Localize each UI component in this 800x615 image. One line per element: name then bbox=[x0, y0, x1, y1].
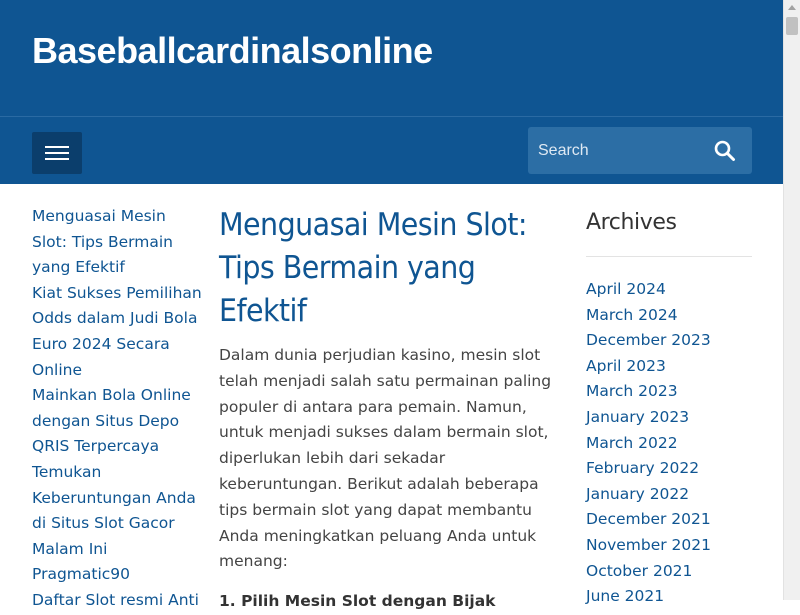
menu-toggle-button[interactable] bbox=[32, 132, 82, 174]
archive-link[interactable]: April 2024 bbox=[586, 280, 666, 298]
archive-link[interactable]: April 2023 bbox=[586, 356, 666, 375]
archive-link[interactable]: December 2021 bbox=[586, 510, 711, 529]
scroll-up-arrow-icon[interactable] bbox=[788, 5, 796, 10]
archive-link[interactable]: March 2023 bbox=[586, 382, 678, 401]
hamburger-icon bbox=[45, 146, 69, 148]
vertical-scrollbar[interactable] bbox=[783, 0, 800, 600]
archive-link[interactable]: January 2023 bbox=[586, 407, 690, 426]
post-subheading: 1. Pilih Mesin Slot dengan Bijak bbox=[219, 592, 496, 611]
archive-link[interactable]: October 2021 bbox=[586, 561, 693, 580]
archive-link[interactable]: December 2023 bbox=[586, 331, 711, 350]
archive-link[interactable]: March 2024 bbox=[586, 305, 678, 324]
scrollbar-thumb[interactable] bbox=[786, 17, 798, 35]
nav-bar bbox=[0, 116, 783, 184]
recent-post-link[interactable]: Temukan Keberuntungan Anda di Situs Slot Gacor Malam Ini Pragmatic90 bbox=[32, 462, 196, 584]
search-input[interactable] bbox=[528, 127, 708, 174]
article bbox=[219, 204, 569, 615]
archive-link[interactable]: February 2022 bbox=[586, 459, 700, 478]
archive-link[interactable]: June 2021 bbox=[586, 587, 665, 606]
site-header bbox=[0, 0, 783, 116]
recent-post-link[interactable]: Menguasai Mesin Slot: Tips Bermain yang Efektif bbox=[32, 207, 173, 277]
divider bbox=[586, 256, 752, 257]
post-body bbox=[219, 343, 569, 615]
archive-link[interactable]: March 2022 bbox=[586, 433, 678, 452]
recent-post-link[interactable]: Kiat Sukses Pemilihan Odds dalam Judi Bola Euro 2024 Secara Online bbox=[32, 283, 202, 379]
hamburger-icon bbox=[45, 158, 69, 160]
recent-post-link[interactable]: Mainkan Bola Online dengan Situs Depo QRIS Terpercaya bbox=[32, 386, 191, 456]
archives-list bbox=[586, 277, 752, 610]
archives-widget bbox=[586, 204, 752, 610]
hamburger-icon bbox=[45, 152, 69, 154]
search-box bbox=[528, 127, 752, 174]
search-button[interactable] bbox=[712, 138, 738, 164]
recent-post-link[interactable]: Daftar Slot resmi Anti bbox=[32, 590, 199, 609]
archives-title: Archives bbox=[586, 210, 677, 235]
archive-link[interactable]: January 2022 bbox=[586, 484, 690, 503]
site-title[interactable]: Baseballcardinalsonline bbox=[32, 30, 433, 71]
post-paragraph: Dalam dunia perjudian kasino, mesin slot telah menjadi salah satu permainan paling populer di antara para pemain. Namun, untuk menjadi sukses dalam bermain slot, diperlukan lebih dari sekadar keberuntungan. Berikut adalah beberapa tips bermain slot yang dapat membantu Anda meningkatkan peluang Anda untuk menang: bbox=[219, 346, 552, 571]
recent-posts-sidebar bbox=[32, 204, 202, 614]
archive-link[interactable]: November 2021 bbox=[586, 535, 712, 554]
search-icon bbox=[712, 138, 738, 164]
post-title: Menguasai Mesin Slot: Tips Bermain yang Efektif bbox=[219, 207, 527, 329]
